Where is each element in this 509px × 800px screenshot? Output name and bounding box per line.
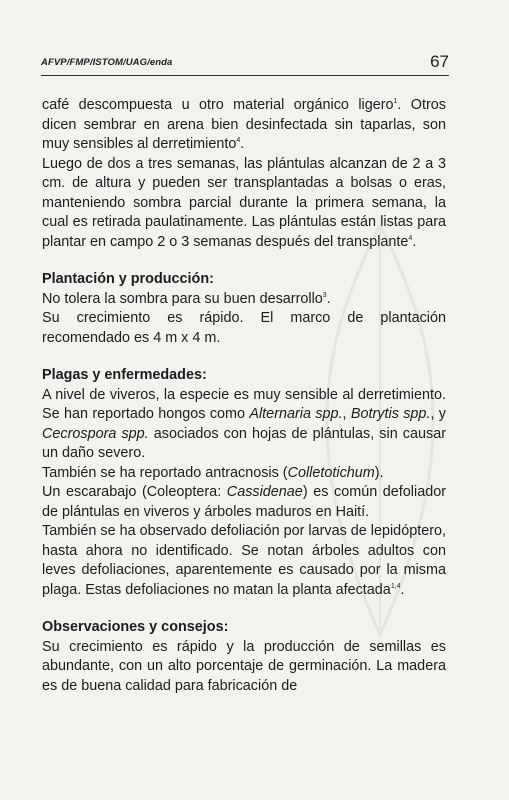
text-run: A nivel de viveros, la especie es muy sensible al derretimiento. Se han reportado hongos como: [42, 386, 446, 422]
text-run: Luego de dos a tres semanas, las plántulas alcanzan de 2 a 3 cm. de altura y pueden ser transplantadas a bolsas o eras, manteniendo sombra parcial durante la primera semana, la cual es retirada paulatinamente. Las plántulas están listas para plantar en campo 2 o 3 semanas después del transplante: [42, 155, 446, 250]
paragraph-shade: [42, 290, 446, 310]
reference-superscript: 3: [322, 291, 327, 299]
text-run: .: [412, 233, 417, 250]
reference-superscript: 1: [393, 98, 398, 105]
paragraph-beetle: [42, 483, 446, 522]
text-run: ,: [342, 406, 351, 422]
species-name: Botrytis spp.: [350, 406, 431, 422]
species-name: Colletotichum: [287, 464, 375, 481]
paragraph-observations: Su crecimiento es rápido y la producción de semillas es abundante, con un alto porcentaje de germinación. La madera es de buena calidad para fabricación de: [42, 638, 446, 694]
text-run: .: [326, 290, 331, 307]
species-name: Alternaria spp.: [249, 406, 343, 422]
text-run: asociados con hojas de plántulas, sin causar un daño severo.: [42, 425, 446, 461]
running-header: [41, 52, 449, 74]
species-name: Cassidenae: [226, 484, 303, 500]
text-run: Un escarabajo (Coleoptera:: [42, 484, 227, 500]
section-heading-observaciones: Observaciones y consejos:: [42, 619, 229, 635]
page-body: [42, 96, 446, 696]
page-number: 67: [430, 52, 449, 71]
section-heading-plagas: Plagas y enfermedades:: [42, 367, 207, 383]
section-heading-plantacion: Plantación y producción:: [42, 271, 214, 287]
text-run: .: [400, 581, 405, 598]
paragraph-germination: [42, 96, 446, 155]
reference-superscript: 4: [236, 137, 241, 144]
text-run: También se ha reportado antracnosis (: [42, 464, 288, 481]
species-name: Cecrospora spp.: [42, 425, 149, 442]
text-run: .: [240, 136, 245, 152]
text-run: No tolera la sombra para su buen desarrollo: [42, 290, 323, 307]
paragraph-spacing: Su crecimiento es rápido. El marco de plantación recomendado es 4 m x 4 m.: [42, 310, 446, 346]
text-run: . Otros dicen sembrar en arena bien desinfectada sin taparlas, son muy sensibles al derretimiento: [42, 97, 446, 152]
text-run: café descompuesta u otro material orgánico ligero: [42, 97, 394, 113]
text-run: , y: [430, 406, 447, 422]
text-run: ).: [374, 464, 384, 481]
paragraph-anthracnose: [42, 464, 446, 484]
header-credit: AFVP/FMP/ISTOM/UAG/enda: [41, 57, 173, 68]
paragraph-fungi: [42, 386, 446, 464]
reference-superscript: 4: [408, 234, 413, 242]
paragraph-transplant: [42, 155, 446, 253]
text-run: También se ha observado defoliación por larvas de lepidóptero, hasta ahora no identificado. Se notan árboles adultos con leves defoliaciones, aparentemente es causado por la misma plaga. Estas defoliaciones no matan la planta afectada: [42, 523, 446, 598]
paragraph-larvae: [42, 522, 446, 600]
reference-superscript: 1,4: [390, 582, 401, 590]
header-rule: [41, 75, 449, 76]
text-run: ) es común defoliador de plántulas en viveros y árboles maduros en Haití.: [42, 484, 447, 520]
